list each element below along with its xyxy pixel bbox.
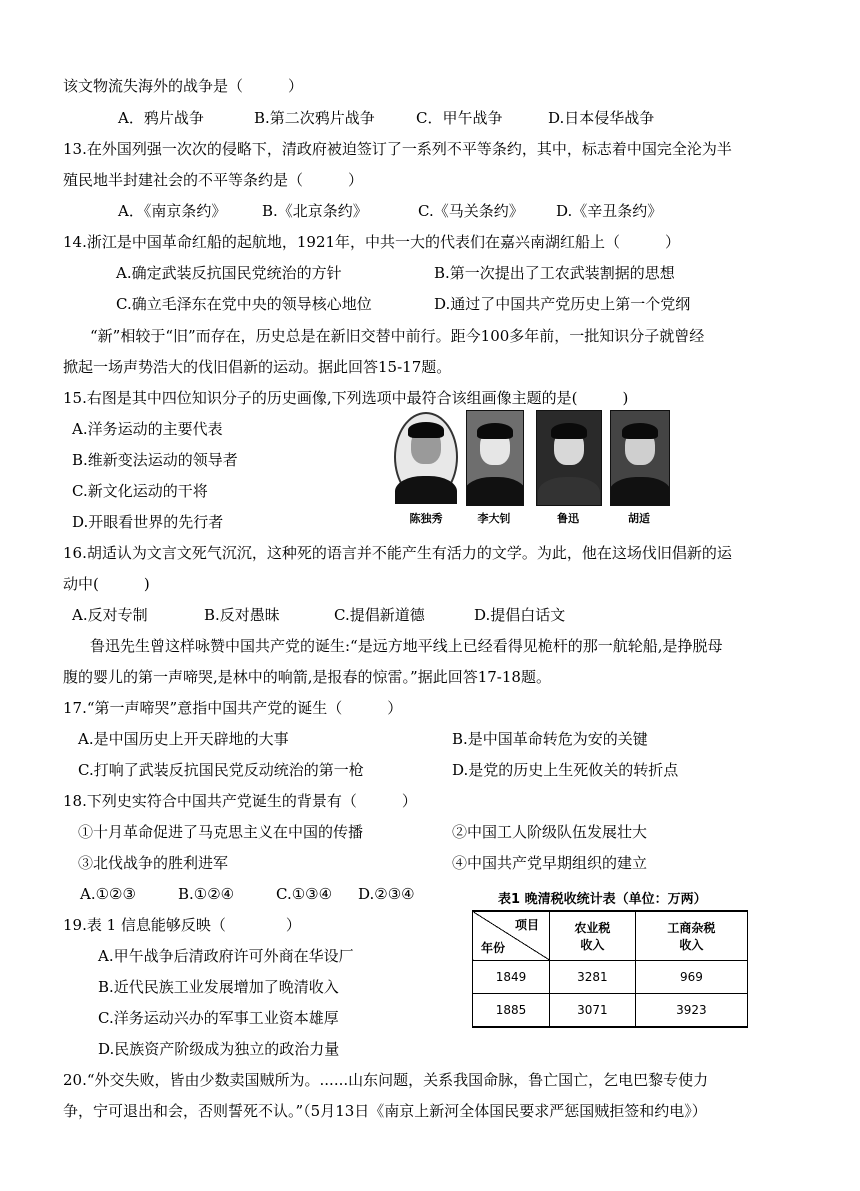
q13-stem-cont: 殖民地半封建社会的不平等条约是（ ） [63,171,364,189]
q18-option-d[interactable]: D.②③④ [358,885,415,903]
portrait-caption-1: 陈独秀 [409,512,443,525]
q18-item-1: ①十月革命促进了马克思主义在中国的传播 [78,823,364,841]
portrait-hu-shi [610,410,670,506]
q17-option-d[interactable]: D.是党的历史上生死攸关的转折点 [452,761,679,779]
q16-option-b[interactable]: B.反对愚昧 [204,606,280,624]
portrait-figure [392,410,672,532]
q17-option-b[interactable]: B.是中国革命转危为安的关键 [452,730,648,748]
q14-option-d[interactable]: D.通过了中国共产党历史上第一个党纲 [434,295,691,313]
table-cell-agri: 3071 [550,994,636,1028]
portrait-chen-duxiu [392,410,460,504]
table-cell-comm: 969 [635,961,747,994]
table-cell-year: 1885 [473,994,550,1028]
col-header-comm [635,911,747,961]
q19-option-d[interactable]: D.民族资产阶级成为独立的政治力量 [98,1040,340,1058]
q13-stem: 13.在外国列强一次次的侵略下，清政府被迫签订了一系列不平等条约，其中，标志着中国完全沦为半 [63,140,732,158]
q17-option-a[interactable]: A.是中国历史上开天辟地的大事 [78,730,289,748]
col-header-agri [550,911,636,961]
q12-stem-tail: 该文物流失海外的战争是（ ） [63,77,304,95]
q13-option-c[interactable]: C.《马关条约》 [418,202,524,220]
portrait-lu-xun [536,410,602,506]
q12-option-a[interactable]: A．鸦片战争 [118,109,204,127]
q16-stem: 16.胡适认为文言文死气沉沉，这种死的语言并不能产生有活力的文学。为此，他在这场伐旧倡新的运 [63,544,732,562]
col-header-agri-line1: 农业税 [574,921,611,935]
q14-option-a[interactable]: A.确定武装反抗国民党统治的方针 [116,264,342,282]
q14-stem: 14.浙江是中国革命红船的起航地，1921年，中共一大的代表们在嘉兴南湖红船上（ ） [63,233,681,251]
q19-option-a[interactable]: A.甲午战争后清政府许可外商在华设厂 [98,947,354,965]
q13-option-d[interactable]: D.《辛丑条约》 [556,202,663,220]
q12-option-c[interactable]: C．甲午战争 [416,109,503,127]
q15-option-c[interactable]: C.新文化运动的干将 [72,482,208,500]
col-header-comm-line1: 工商杂税 [667,921,716,935]
corner-bottom-label: 年份 [481,941,506,955]
q15-stem: 15.右图是其中四位知识分子的历史画像,下列选项中最符合该组画像主题的是( ) [63,389,629,407]
q14-option-b[interactable]: B.第一次提出了工农武装割据的思想 [434,264,675,282]
q20-stem: 20.“外交失败，皆由少数卖国贼所为。......山东问题，关系我国命脉，鲁亡国亡，乞电巴黎专使力 [63,1071,709,1089]
q16-option-a[interactable]: A.反对专制 [72,606,148,624]
table-corner-cell [473,911,550,961]
q18-item-3: ③北伐战争的胜利进军 [78,854,229,872]
q16-stem-cont: 动中( ) [63,575,150,593]
table-cell-comm: 3923 [635,994,747,1028]
q15-option-b[interactable]: B.维新变法运动的领导者 [72,451,238,469]
tax-table [472,910,748,1028]
q19-stem: 19.表 1 信息能够反映（ ） [63,916,301,934]
corner-top-label: 项目 [514,918,539,932]
q16-option-d[interactable]: D.提倡白话文 [474,606,566,624]
table-caption: 表1 晚清税收统计表（单位：万两） [498,892,707,907]
portrait-li-dazhao [466,410,524,506]
q18-item-4: ④中国共产党早期组织的建立 [452,854,648,872]
intro-15-17-cont: 掀起一场声势浩大的伐旧倡新的运动。据此回答15-17题。 [63,358,452,376]
intro-17-18: 鲁迅先生曾这样咏赞中国共产党的诞生:“是远方地平线上已经看得见桅杆的那一航轮船,是挣脱母 [90,637,723,655]
table-row [473,994,748,1028]
col-header-agri-line2: 收入 [580,938,605,952]
q18-option-c[interactable]: C.①③④ [276,885,333,903]
q18-option-a[interactable]: A.①②③ [80,885,136,903]
q13-option-a[interactable]: A．《南京条约》 [118,202,227,220]
portrait-caption-2: 李大钊 [477,512,511,525]
q17-stem: 17.“第一声啼哭”意指中国共产党的诞生（ ） [63,699,403,717]
col-header-comm-line2: 收入 [679,938,704,952]
q14-option-c[interactable]: C.确立毛泽东在党中央的领导核心地位 [116,295,372,313]
portrait-caption-4: 胡适 [628,512,650,525]
intro-17-18-cont: 腹的婴儿的第一声啼哭,是林中的响箭,是报春的惊雷。”据此回答17-18题。 [63,668,551,686]
q19-option-c[interactable]: C.洋务运动兴办的军事工业资本雄厚 [98,1009,339,1027]
q12-option-b[interactable]: B.第二次鸦片战争 [254,109,375,127]
q15-option-d[interactable]: D.开眼看世界的先行者 [72,513,224,531]
q16-option-c[interactable]: C.提倡新道德 [334,606,425,624]
table-row [473,961,748,994]
portrait-caption-3: 鲁迅 [557,512,579,525]
table-cell-agri: 3281 [550,961,636,994]
q20-stem-cont: 争，宁可退出和会，否则誓死不认。”（5月13日《南京上新河全体国民要求严惩国贼拒签和约电》） [63,1102,707,1120]
q15-option-a[interactable]: A.洋务运动的主要代表 [72,420,223,438]
q13-option-b[interactable]: B.《北京条约》 [262,202,368,220]
q18-stem: 18.下列史实符合中国共产党诞生的背景有（ ） [63,792,417,810]
q12-option-d[interactable]: D.日本侵华战争 [548,109,655,127]
table-cell-year: 1849 [473,961,550,994]
intro-15-17: “新”相较于“旧”而存在，历史总是在新旧交替中前行。距今100多年前，一批知识分子就曾经 [90,327,705,345]
q19-option-b[interactable]: B.近代民族工业发展增加了晚清收入 [98,978,339,996]
q17-option-c[interactable]: C.打响了武装反抗国民党反动统治的第一枪 [78,761,364,779]
q18-option-b[interactable]: B.①②④ [178,885,235,903]
q18-item-2: ②中国工人阶级队伍发展壮大 [452,823,648,841]
